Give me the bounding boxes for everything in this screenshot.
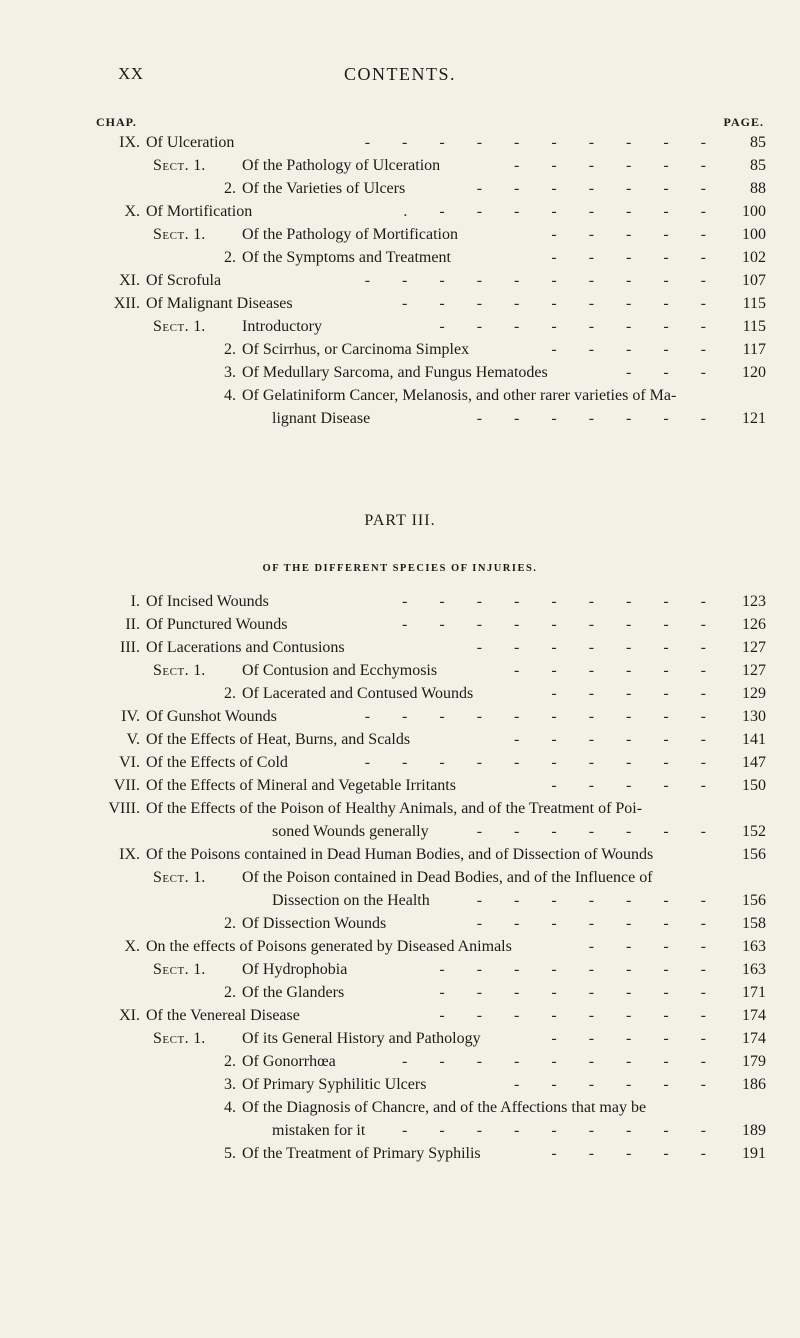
dot-leader: - - - - - - - - [439, 984, 720, 1001]
page-number: 115 [742, 318, 766, 335]
section-label: Sect. 1. [153, 1030, 206, 1047]
dot-leader: - - - - - - - [476, 915, 720, 932]
page-number: 115 [742, 295, 766, 312]
page-number: 129 [742, 685, 766, 702]
dot-leader: - - - - - - - - [439, 961, 720, 978]
section-label: 3. [224, 364, 236, 381]
section-entry [0, 361, 800, 384]
chapter-entry [0, 1004, 800, 1027]
entry-title: Of Contusion and Ecchymosis [242, 662, 438, 679]
page-number: 174 [742, 1007, 766, 1024]
sect-abbrev: Sect. [153, 961, 190, 978]
dot-leader: - - - - - - - [476, 180, 720, 197]
entry-title: soned Wounds generally [272, 823, 429, 840]
page-number: 191 [742, 1145, 766, 1162]
dot-leader: - - - - [588, 938, 720, 955]
chapter-number: X. [124, 938, 140, 955]
section-label: 4. [224, 387, 236, 404]
section-entry [0, 177, 800, 200]
chapter-number: VIII. [108, 800, 140, 817]
page-number: 152 [742, 823, 766, 840]
chapter-number: I. [130, 593, 140, 610]
page-number: 127 [742, 639, 766, 656]
dot-leader: - - - - - - - - - - [364, 134, 720, 151]
chapter-entry [0, 613, 800, 636]
chapter-number: II. [125, 616, 140, 633]
dot-leader: - - - - - - [514, 662, 720, 679]
section-entry [0, 1073, 800, 1096]
entry-title: Of the Diagnosis of Chancre, and of the Affections that may be [242, 1099, 647, 1116]
entry-title: Of Gunshot Wounds [146, 708, 277, 725]
entry-title: Dissection on the Health [272, 892, 430, 909]
entry-title: Of the Symptoms and Treatment [242, 249, 451, 266]
page-number: 130 [742, 708, 766, 725]
section-entry [0, 912, 800, 935]
entry-title: mistaken for it [272, 1122, 366, 1139]
page-number: 158 [742, 915, 766, 932]
entry-title: lignant Disease [272, 410, 371, 427]
entry-title: Of the Pathology of Ulceration [242, 157, 441, 174]
chapter-number: XI. [119, 272, 140, 289]
chapter-entry [0, 705, 800, 728]
chapter-number: VI. [119, 754, 140, 771]
section-label: Sect. 1. [153, 662, 206, 679]
page-number: 171 [742, 984, 766, 1001]
section-entry [0, 154, 800, 177]
section-entry [0, 866, 800, 889]
dot-leader: - - - - - [551, 685, 720, 702]
dot-leader: - - - - - - [514, 731, 720, 748]
entry-title: Of the Effects of Heat, Burns, and Scalds [146, 731, 411, 748]
section-label: Sect. 1. [153, 869, 206, 886]
page-number: 123 [742, 593, 766, 610]
section-label: 2. [224, 341, 236, 358]
section-entry [0, 223, 800, 246]
section-entry [0, 958, 800, 981]
page-number: 85 [750, 157, 766, 174]
running-title: CONTENTS. [344, 64, 456, 84]
entry-title: Of Malignant Diseases [146, 295, 293, 312]
page-number: 189 [742, 1122, 766, 1139]
dot-leader: - - - - - - [514, 1076, 720, 1093]
chapter-number: III. [120, 639, 140, 656]
chapter-entry [0, 751, 800, 774]
chapter-entry [0, 590, 800, 613]
entry-title: On the effects of Poisons generated by Diseased Animals [146, 938, 512, 955]
entry-title: Of Primary Syphilitic Ulcers [242, 1076, 427, 1093]
chapter-number: IX. [119, 846, 140, 863]
section-entry [0, 1096, 800, 1119]
section-label: Sect. 1. [153, 318, 206, 335]
page-number: 88 [750, 180, 766, 197]
entry-title: Of Scirrhus, or Carcinoma Simplex [242, 341, 470, 358]
dot-leader: - - - - - - - - [439, 318, 720, 335]
chapter-entry [0, 797, 800, 820]
chap-column-header: CHAP. [96, 115, 137, 129]
dot-leader: - - - - - - - - - [402, 295, 720, 312]
page-number: 117 [742, 341, 766, 358]
contents-list-part-ii [0, 131, 800, 430]
section-entry [0, 1050, 800, 1073]
entry-title: Of the Poison contained in Dead Bodies, and of the Influence of [242, 869, 653, 886]
dot-leader: - - - - - [551, 226, 720, 243]
chapter-number: V. [126, 731, 140, 748]
dot-leader: - - - - - [551, 249, 720, 266]
entry-title: Of Medullary Sarcoma, and Fungus Hematodes [242, 364, 548, 381]
page-number: 156 [742, 846, 766, 863]
continuation-line [0, 1119, 800, 1142]
page-number: 156 [742, 892, 766, 909]
dot-leader: - - - - - - - [476, 410, 720, 427]
page-number: 85 [750, 134, 766, 151]
entry-title: Of the Pathology of Mortification [242, 226, 458, 243]
section-label: 2. [224, 249, 236, 266]
chapter-entry [0, 843, 800, 866]
chapter-entry [0, 131, 800, 154]
section-label: Sect. 1. [153, 961, 206, 978]
entry-title: Of Punctured Wounds [146, 616, 288, 633]
part-subtitle: OF THE DIFFERENT SPECIES OF INJURIES. [262, 563, 538, 574]
page-number: 163 [742, 961, 766, 978]
entry-title: Of the Effects of the Poison of Healthy Animals, and of the Treatment of Poi- [146, 800, 643, 817]
chapter-entry [0, 292, 800, 315]
section-entry [0, 338, 800, 361]
page-number: 100 [742, 203, 766, 220]
entry-title: Of Hydrophobia [242, 961, 348, 978]
section-label: 2. [224, 984, 236, 1001]
entry-title: Of the Poisons contained in Dead Human Bodies, and of Dissection of Wounds [146, 846, 654, 863]
dot-leader: - - - - - - - [476, 639, 720, 656]
sect-abbrev: Sect. [153, 869, 190, 886]
section-entry [0, 1027, 800, 1050]
dot-leader: - - - - - - - - - - [364, 708, 720, 725]
section-label: 2. [224, 915, 236, 932]
dot-leader: - - - - - - - - - [402, 593, 720, 610]
dot-leader: - - - - - - - [476, 823, 720, 840]
section-label: 2. [224, 685, 236, 702]
entry-title: Of Lacerations and Contusions [146, 639, 345, 656]
dot-leader: - - - - - [551, 777, 720, 794]
section-label: 3. [224, 1076, 236, 1093]
page-number: 186 [742, 1076, 766, 1093]
section-entry [0, 682, 800, 705]
section-label: Sect. 1. [153, 226, 206, 243]
chapter-entry [0, 200, 800, 223]
chapter-number: XII. [113, 295, 140, 312]
dot-leader: - - - - - - - - [439, 1007, 720, 1024]
sect-abbrev: Sect. [153, 157, 190, 174]
section-label: 2. [224, 1053, 236, 1070]
dot-leader: - - - - - - - [476, 892, 720, 909]
page-number: 147 [742, 754, 766, 771]
entry-title: Of the Varieties of Ulcers [242, 180, 406, 197]
dot-leader: - - - [626, 364, 720, 381]
dot-leader: - - - - - - - - - - [364, 754, 720, 771]
continuation-line [0, 820, 800, 843]
entry-title: Of Gonorrhœa [242, 1053, 336, 1070]
entry-title: Of the Treatment of Primary Syphilis [242, 1145, 481, 1162]
chapter-entry [0, 728, 800, 751]
sect-abbrev: Sect. [153, 318, 190, 335]
dot-leader: - - - - - [551, 1145, 720, 1162]
chapter-number: IX. [119, 134, 140, 151]
chapter-entry [0, 774, 800, 797]
page-number: 107 [742, 272, 766, 289]
page-number: 141 [742, 731, 766, 748]
section-label: 2. [224, 180, 236, 197]
entry-title: Of Ulceration [146, 134, 235, 151]
page-number: 174 [742, 1030, 766, 1047]
page-number: 102 [742, 249, 766, 266]
chapter-entry [0, 935, 800, 958]
section-entry [0, 981, 800, 1004]
section-entry [0, 384, 800, 407]
chapter-number: IV. [121, 708, 140, 725]
page-number: 179 [742, 1053, 766, 1070]
entry-title: Of Mortification [146, 203, 253, 220]
dot-leader: - - - - - [551, 1030, 720, 1047]
chapter-number: X. [124, 203, 140, 220]
dot-leader: - - - - - - - - - [402, 1122, 720, 1139]
dot-leader: - - - - - - - - - [402, 1053, 720, 1070]
sect-abbrev: Sect. [153, 662, 190, 679]
entry-title: Of Scrofula [146, 272, 222, 289]
page-number: 100 [742, 226, 766, 243]
entry-title: Introductory [242, 318, 322, 335]
page-number: 127 [742, 662, 766, 679]
chapter-number: XI. [119, 1007, 140, 1024]
chapter-number: VII. [113, 777, 140, 794]
page-folio: XX [118, 64, 144, 83]
section-entry [0, 1142, 800, 1165]
entry-title: Of the Glanders [242, 984, 345, 1001]
dot-leader: . - - - - - - - - [403, 203, 720, 220]
page-number: 126 [742, 616, 766, 633]
chapter-entry [0, 269, 800, 292]
entry-title: Of the Venereal Disease [146, 1007, 300, 1024]
page-number: 120 [742, 364, 766, 381]
section-entry [0, 659, 800, 682]
section-label: 4. [224, 1099, 236, 1116]
entry-title: Of Incised Wounds [146, 593, 269, 610]
section-label: 5. [224, 1145, 236, 1162]
section-label: Sect. 1. [153, 157, 206, 174]
entry-title: Of its General History and Pathology [242, 1030, 481, 1047]
dot-leader: - - - - - [551, 341, 720, 358]
continuation-line [0, 889, 800, 912]
sect-abbrev: Sect. [153, 1030, 190, 1047]
entry-title: Of Dissection Wounds [242, 915, 387, 932]
chapter-entry [0, 636, 800, 659]
entry-title: Of the Effects of Mineral and Vegetable Irritants [146, 777, 456, 794]
page-number: 163 [742, 938, 766, 955]
page-number: 121 [742, 410, 766, 427]
dot-leader: - - - - - - [514, 157, 720, 174]
dot-leader: - - - - - - - - - - [364, 272, 720, 289]
contents-list-part-iii [0, 590, 800, 1165]
entry-title: Of Gelatiniform Cancer, Melanosis, and other rarer varieties of Ma- [242, 387, 677, 404]
sect-abbrev: Sect. [153, 226, 190, 243]
page-number: 150 [742, 777, 766, 794]
entry-title: Of the Effects of Cold [146, 754, 288, 771]
dot-leader: - - - - - - - - - [402, 616, 720, 633]
continuation-line [0, 407, 800, 430]
entry-title: Of Lacerated and Contused Wounds [242, 685, 474, 702]
part-title: PART III. [364, 512, 436, 529]
section-entry [0, 246, 800, 269]
section-entry [0, 315, 800, 338]
page-column-header: PAGE. [723, 115, 764, 129]
